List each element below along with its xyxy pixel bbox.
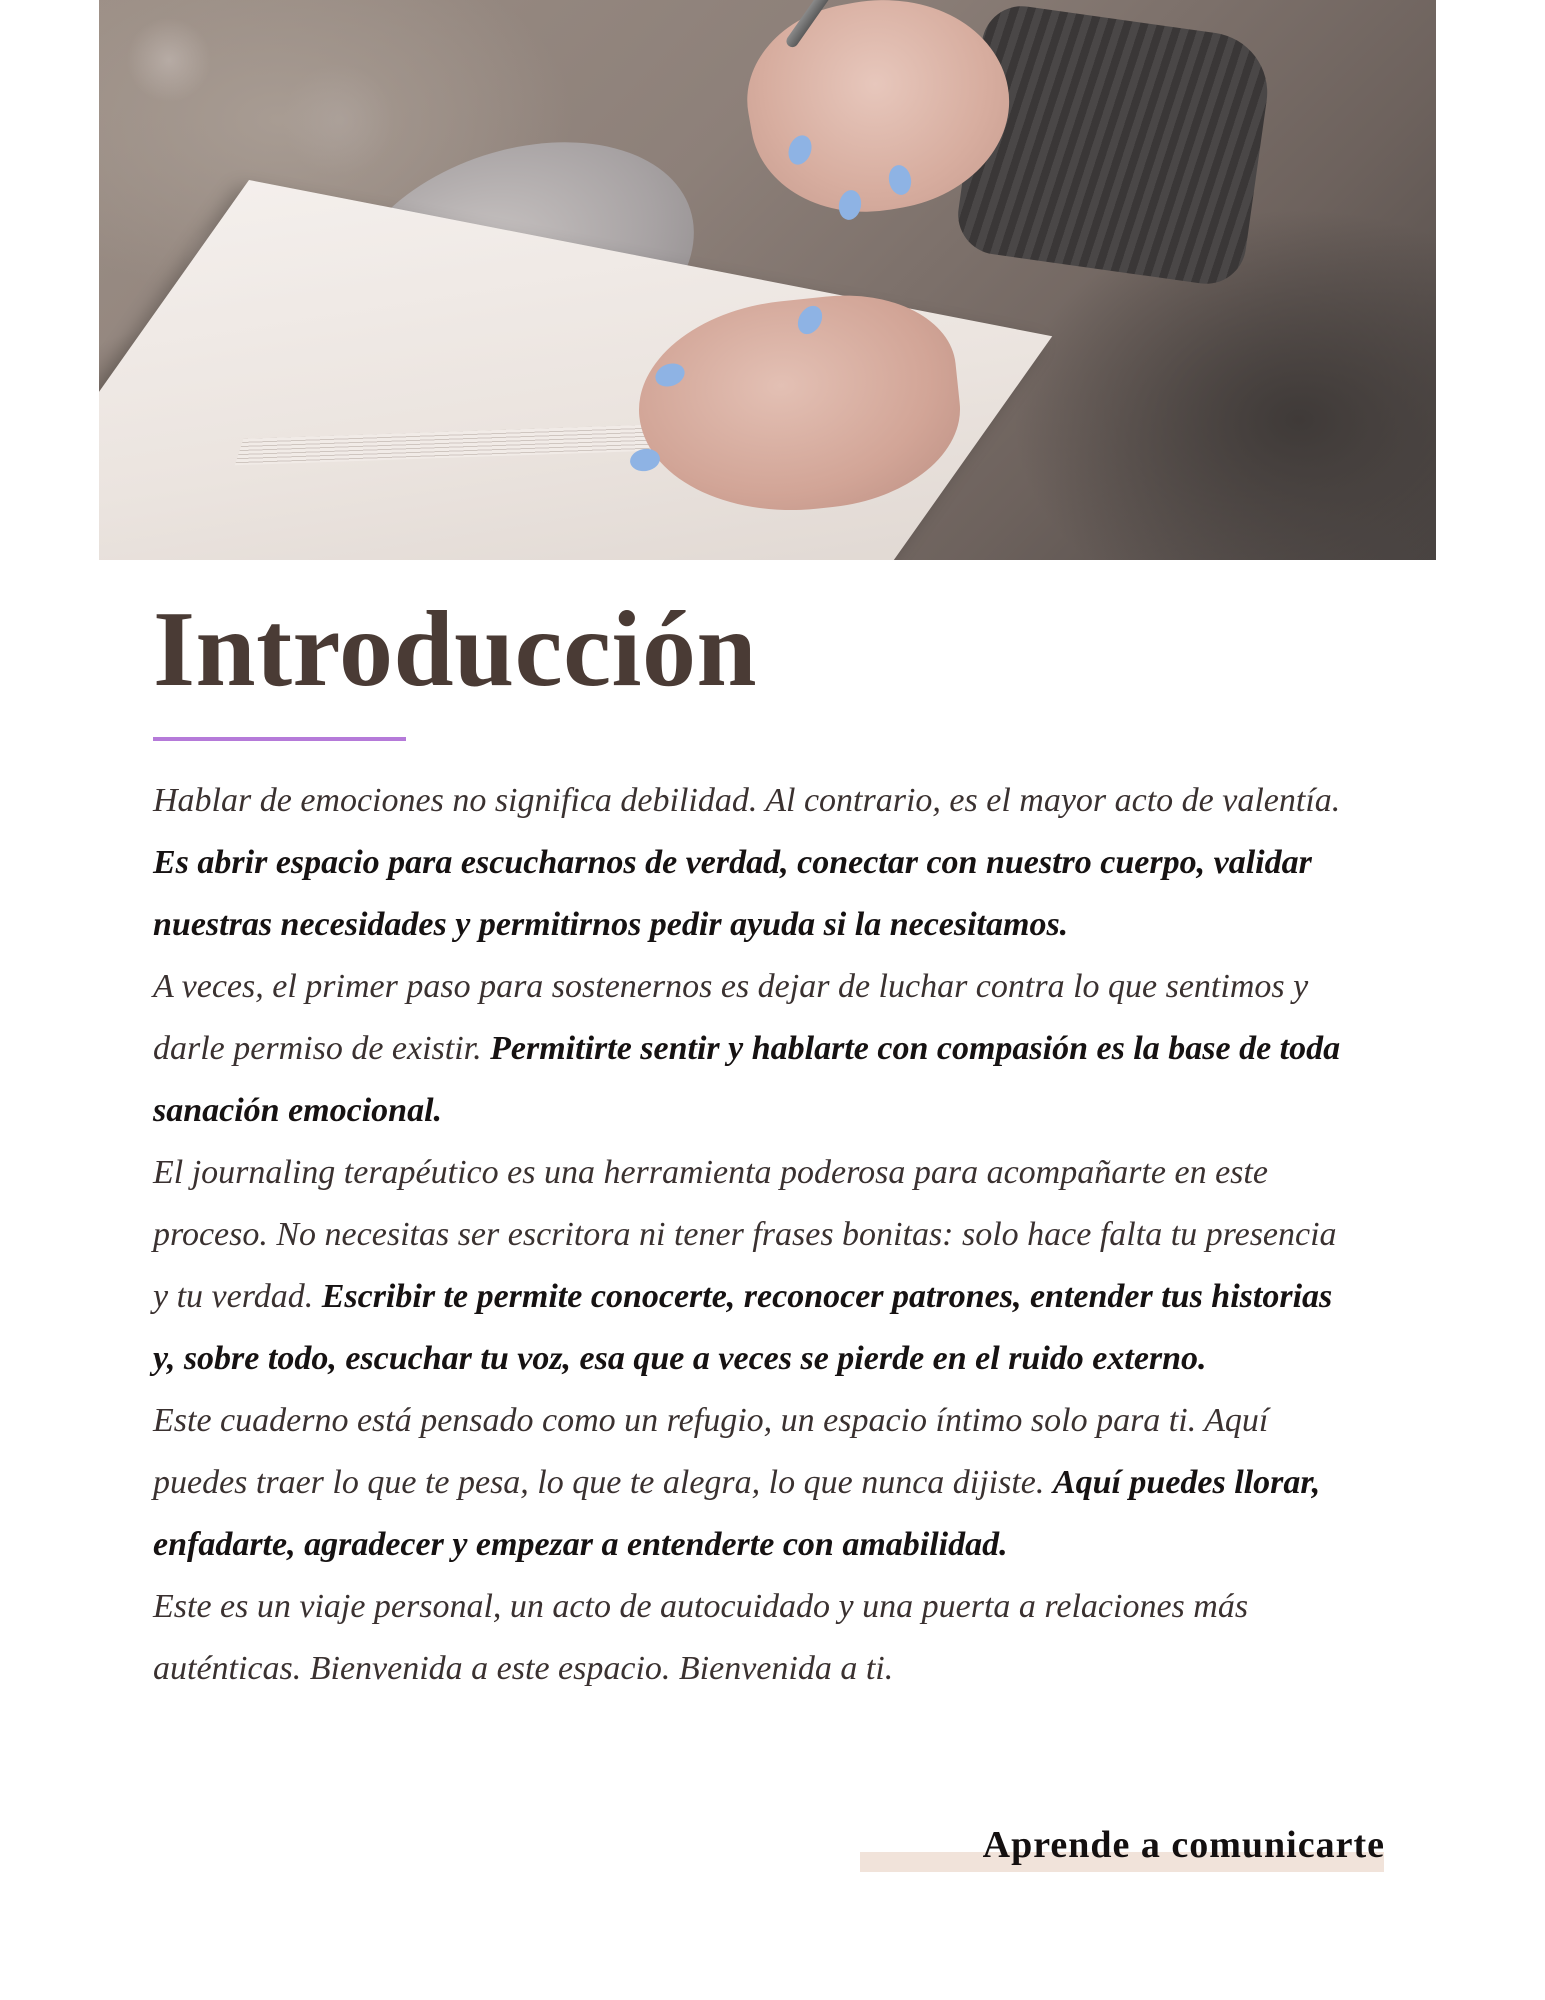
paragraph-1 bbox=[153, 770, 1343, 956]
paragraph-3 bbox=[153, 1142, 1343, 1390]
title-underline bbox=[153, 737, 406, 741]
paragraph-emphasis: Aquí puedes llorar, enfadarte, agradecer y empezar a entenderte con amabilidad. bbox=[153, 1464, 1321, 1563]
paragraph-text: Este cuaderno está pensado como un refugio, un espacio íntimo solo para ti. Aquí puedes traer lo que te pesa, lo que te alegra, lo que nunca dijiste. bbox=[153, 1402, 1269, 1501]
paragraph-4 bbox=[153, 1390, 1343, 1576]
paragraph-text: Este es un viaje personal, un acto de autocuidado y una puerta a relaciones más auténticas. Bienvenida a este espacio. Bienvenida a ti. bbox=[153, 1588, 1249, 1687]
paragraph-5 bbox=[153, 1576, 1343, 1700]
introduction-body bbox=[153, 770, 1343, 1700]
footer-section-label: Aprende a comunicarte bbox=[982, 1824, 1385, 1866]
page-title: Introducción bbox=[153, 590, 758, 709]
hero-sweater-sleeve bbox=[953, 1, 1275, 289]
hero-photo bbox=[99, 0, 1436, 560]
paragraph-text: Hablar de emociones no significa debilidad. Al contrario, es el mayor acto de valentía. bbox=[153, 782, 1341, 819]
paragraph-text: A veces, el primer paso para sostenernos es dejar de luchar contra lo que sentimos y darle permiso de existir. bbox=[153, 968, 1309, 1067]
paragraph-text: El journaling terapéutico es una herramienta poderosa para acompañarte en este proceso. No necesitas ser escritora ni tener frases bonitas: solo hace falta tu presencia y tu verdad. bbox=[153, 1154, 1337, 1315]
paragraph-emphasis: Es abrir espacio para escucharnos de verdad, conectar con nuestro cuerpo, validar nuestras necesidades y permitirnos pedir ayuda si la necesitamos. bbox=[153, 844, 1312, 943]
paragraph-2 bbox=[153, 956, 1343, 1142]
paragraph-emphasis: Permitirte sentir y hablarte con compasión es la base de toda sanación emocional. bbox=[153, 1030, 1341, 1129]
paragraph-emphasis: Escribir te permite conocerte, reconocer patrones, entender tus historias y, sobre todo, escuchar tu voz, esa que a veces se pierde en el ruido externo. bbox=[153, 1278, 1333, 1377]
